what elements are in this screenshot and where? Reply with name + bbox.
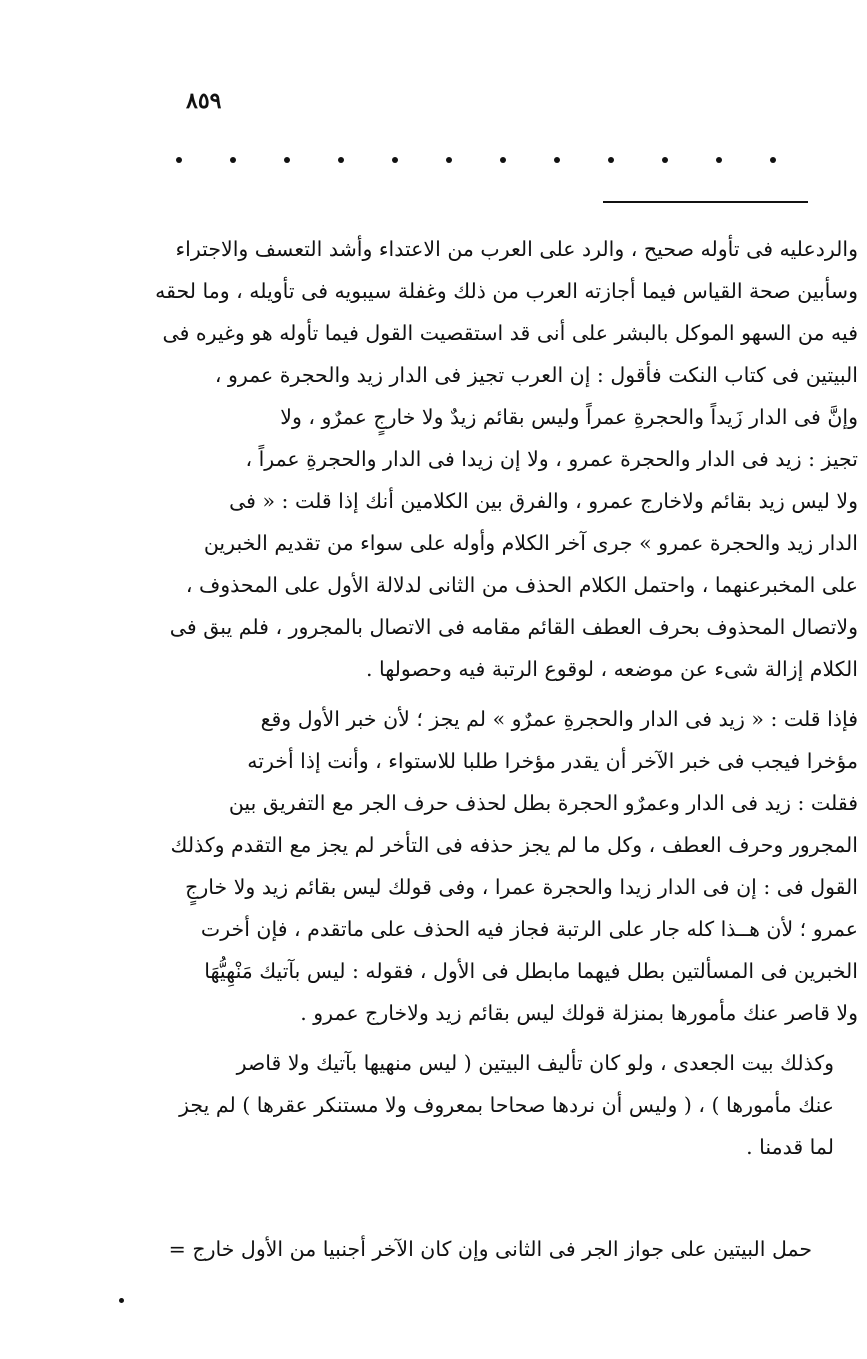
text-line: عمرو ؛ لأن هــذا كله جار على الرتبة فجاز فيه الحذف على ماتقدم ، فإن أخرت [200, 917, 858, 941]
text-line: عنك مأمورها ) ، ( وليس أن نردها صحاحا بمعروف ولا مستنكر عقرها ) لم يجز [179, 1093, 834, 1117]
separator-dot [392, 157, 398, 163]
text-line: ولا قاصر عنك مأمورها بمنزلة قولك ليس بقائم زيد ولاخارج عمرو . [300, 1001, 858, 1025]
separator-dot [446, 157, 452, 163]
text-line: تجيز : زيد فى الدار والحجرة عمرو ، ولا إن زيدا فى الدار والحجرةِ عمراً ، [245, 447, 858, 471]
separator-dot [284, 157, 290, 163]
text-line: فيه من السهو الموكل بالبشر على أنى قد استقصيت القول فيما تأوله هو وغيره فى [162, 321, 858, 345]
separator-dot [608, 157, 614, 163]
text-line: والردعليه فى تأوله صحيح ، والرد على العرب من الاعتداء وأشد التعسف والاجتراء [175, 237, 858, 261]
text-line: فإذا قلت : « زيد فى الدار والحجرةِ عمرٌو » لم يجز ؛ لأن خبر الأول وقع [260, 707, 858, 731]
separator-dot [554, 157, 560, 163]
text-line: لما قدمنا . [746, 1135, 834, 1159]
body-text [118, 228, 866, 1176]
divider-rule [603, 201, 808, 203]
text-line: الكلام إزالة شىء عن موضعه ، لوقوع الرتبة فيه وحصولها . [365, 657, 858, 681]
stray-dot [119, 1298, 124, 1303]
separator-dot [770, 157, 776, 163]
text-line: المجرور وحرف العطف ، وكل ما لم يجز حذفه فى التأخر لم يجز مع التقدم وكذلك [170, 833, 858, 857]
text-line: البيتين فى كتاب النكت فأقول : إن العرب تجيز فى الدار زيد والحجرة عمرو ، [214, 363, 858, 387]
text-line: وسأبين صحة القياس فيما أجازته العرب من ذلك وغفلة سيبويه فى تأويله ، وما لحقه [155, 279, 858, 303]
footnote: حمل البيتين على جواز الجر فى الثانى وإن كان الآخر أجنبيا من الأول خارج = [168, 1237, 812, 1261]
text-line: ولاتصال المحذوف بحرف العطف القائم مقامه فى الاتصال بالمجرور ، فلم يبق فى [169, 615, 858, 639]
text-line: الدار زيد والحجرة عمرو » جرى آخر الكلام وأوله على سواء من تقديم الخبرين [203, 531, 858, 555]
paragraph-2 [118, 698, 866, 1034]
text-line: فقلت : زيد فى الدار وعمرٌو الحجرة بطل لحذف حرف الجر مع التفريق بين [228, 791, 858, 815]
text-line: ولا ليس زيد بقائم ولاخارج عمرو ، والفرق بين الكلامين أنك إذا قلت : « فى [229, 489, 858, 513]
text-line: القول فى : إن فى الدار زيدا والحجرة عمرا ، وفى قولك ليس بقائم زيد ولا خارجٍ [185, 875, 858, 899]
text-line: الخبرين فى المسألتين بطل فيهما مابطل فى الأول ، فقوله : ليس بآتيك مَنْهِيُّهَا [204, 959, 858, 983]
separator-dot [230, 157, 236, 163]
separator-dot [662, 157, 668, 163]
separator-dot [338, 157, 344, 163]
paragraph-1 [118, 228, 866, 690]
page-number: ٨٥٩ [186, 88, 222, 114]
separator-dot [500, 157, 506, 163]
text-line: وكذلك بيت الجعدى ، ولو كان تأليف البيتين ( ليس منهيها بآتيك ولا قاصر [236, 1051, 834, 1075]
separator-dot [176, 157, 182, 163]
ornamental-separator [176, 150, 776, 170]
text-line: وإنَّ فى الدار زَيداً والحجرةِ عمراً وليس بقائم زيدٌ ولا خارجٍ عمرٌو ، ولا [280, 405, 858, 429]
text-line: على المخبرعنهما ، واحتمل الكلام الحذف من الثانى لدلالة الأول على المحذوف ، [185, 573, 858, 597]
text-line: مؤخرا فيجب فى خبر الآخر أن يقدر مؤخرا طلبا للاستواء ، وأنت إذا أخرته [247, 749, 858, 773]
separator-dot [716, 157, 722, 163]
paragraph-3 [118, 1042, 866, 1168]
